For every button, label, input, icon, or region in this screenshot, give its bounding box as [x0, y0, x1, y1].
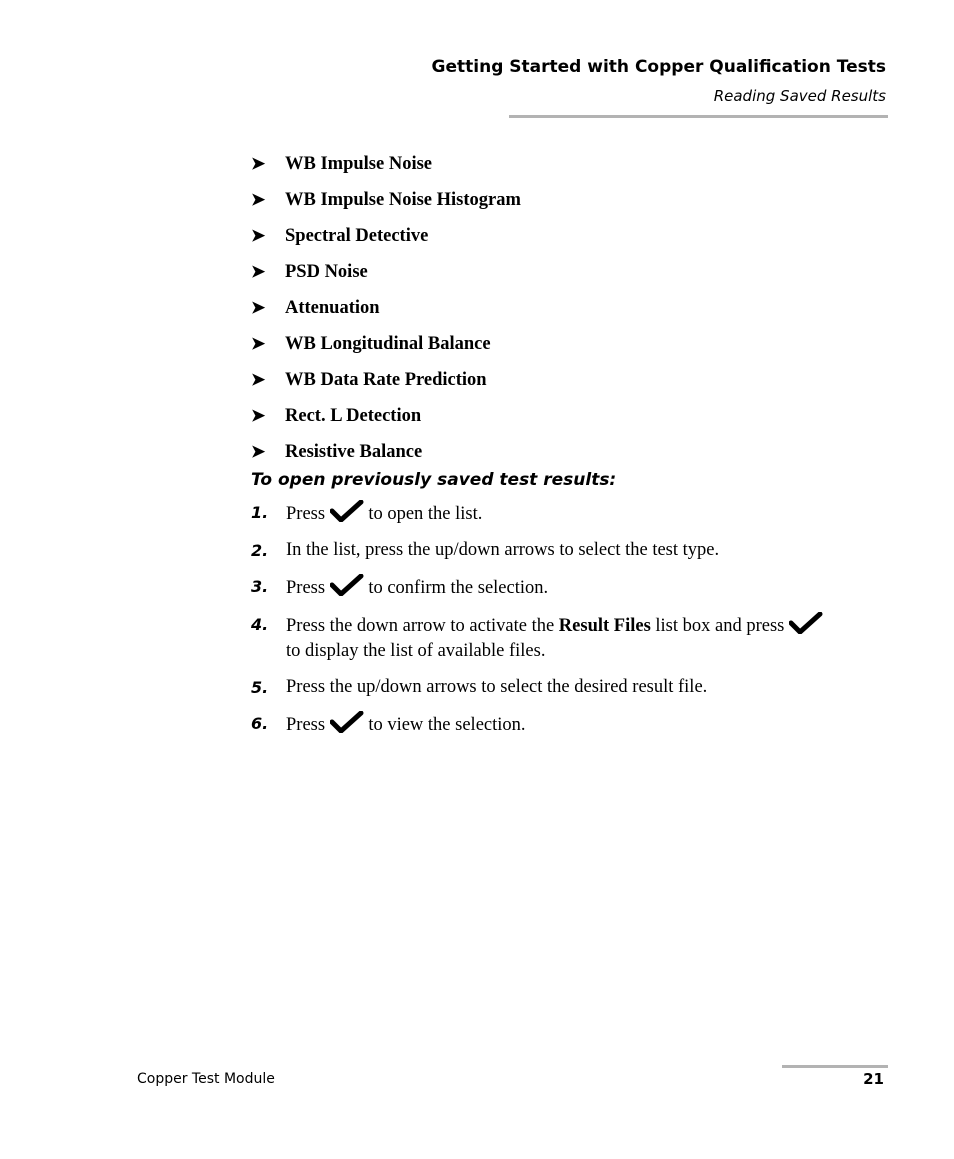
arrowhead-bullet-icon: ➤ [251, 406, 266, 425]
page-number: 21 [863, 1070, 884, 1088]
step-text: Press [286, 504, 326, 524]
result-files-term: Result Files [558, 616, 651, 636]
step-number: 6. [251, 714, 269, 733]
checkmark-icon [330, 500, 364, 522]
list-item-label: WB Longitudinal Balance [285, 333, 491, 354]
list-item [251, 146, 521, 182]
step-text: to open the list. [368, 504, 483, 524]
list-item [251, 254, 521, 290]
arrowhead-bullet-icon: ➤ [251, 298, 266, 317]
list-item-label: Spectral Detective [285, 225, 429, 246]
arrowhead-bullet-icon: ➤ [251, 442, 266, 461]
list-item-label: PSD Noise [285, 261, 368, 282]
list-item [251, 218, 521, 254]
list-item [251, 182, 521, 218]
procedure-heading: To open previously saved test results: [251, 470, 617, 490]
checkmark-icon [789, 612, 823, 634]
arrowhead-bullet-icon: ➤ [251, 370, 266, 389]
procedure-steps [251, 500, 841, 749]
checkmark-icon [330, 574, 364, 596]
checkmark-icon [330, 711, 364, 733]
step-number: 5. [251, 678, 269, 697]
step-text: to view the selection. [368, 715, 526, 735]
procedure-step [251, 711, 841, 738]
list-item-label: Attenuation [285, 297, 380, 318]
running-header-title: Getting Started with Copper Qualification Tests [431, 57, 886, 77]
footer-rule [782, 1065, 888, 1068]
arrowhead-bullet-icon: ➤ [251, 226, 266, 245]
header-rule [509, 115, 888, 118]
procedure-step [251, 500, 841, 527]
procedure-step [251, 675, 841, 700]
list-item [251, 290, 521, 326]
running-header-subtitle: Reading Saved Results [713, 87, 886, 105]
list-item-label: Rect. L Detection [285, 405, 422, 426]
step-text: to display the list of available files. [286, 641, 546, 661]
list-item-label: Resistive Balance [285, 441, 423, 462]
list-item-label: WB Impulse Noise Histogram [285, 189, 521, 210]
procedure-step [251, 574, 841, 601]
step-text: Press [286, 578, 326, 598]
list-item [251, 434, 521, 470]
list-item [251, 362, 521, 398]
step-text: Press the up/down arrows to select the desired result file. [286, 677, 708, 697]
arrowhead-bullet-icon: ➤ [251, 190, 266, 209]
list-item [251, 398, 521, 434]
procedure-step [251, 612, 841, 664]
step-text: to confirm the selection. [368, 578, 549, 598]
list-item-label: WB Data Rate Prediction [285, 369, 487, 390]
arrowhead-bullet-icon: ➤ [251, 154, 266, 173]
step-text: list box and press [655, 616, 785, 636]
procedure-step [251, 538, 841, 563]
step-number: 4. [251, 615, 269, 634]
test-list [251, 146, 521, 470]
list-item [251, 326, 521, 362]
step-text: Press the down arrow to activate the [286, 616, 555, 636]
step-number: 2. [251, 541, 269, 560]
arrowhead-bullet-icon: ➤ [251, 334, 266, 353]
step-text: In the list, press the up/down arrows to select the test type. [286, 540, 720, 560]
step-number: 3. [251, 577, 269, 596]
arrowhead-bullet-icon: ➤ [251, 262, 266, 281]
step-number: 1. [251, 503, 269, 522]
list-item-label: WB Impulse Noise [285, 153, 432, 174]
footer-document-title: Copper Test Module [137, 1071, 275, 1087]
step-text: Press [286, 715, 326, 735]
